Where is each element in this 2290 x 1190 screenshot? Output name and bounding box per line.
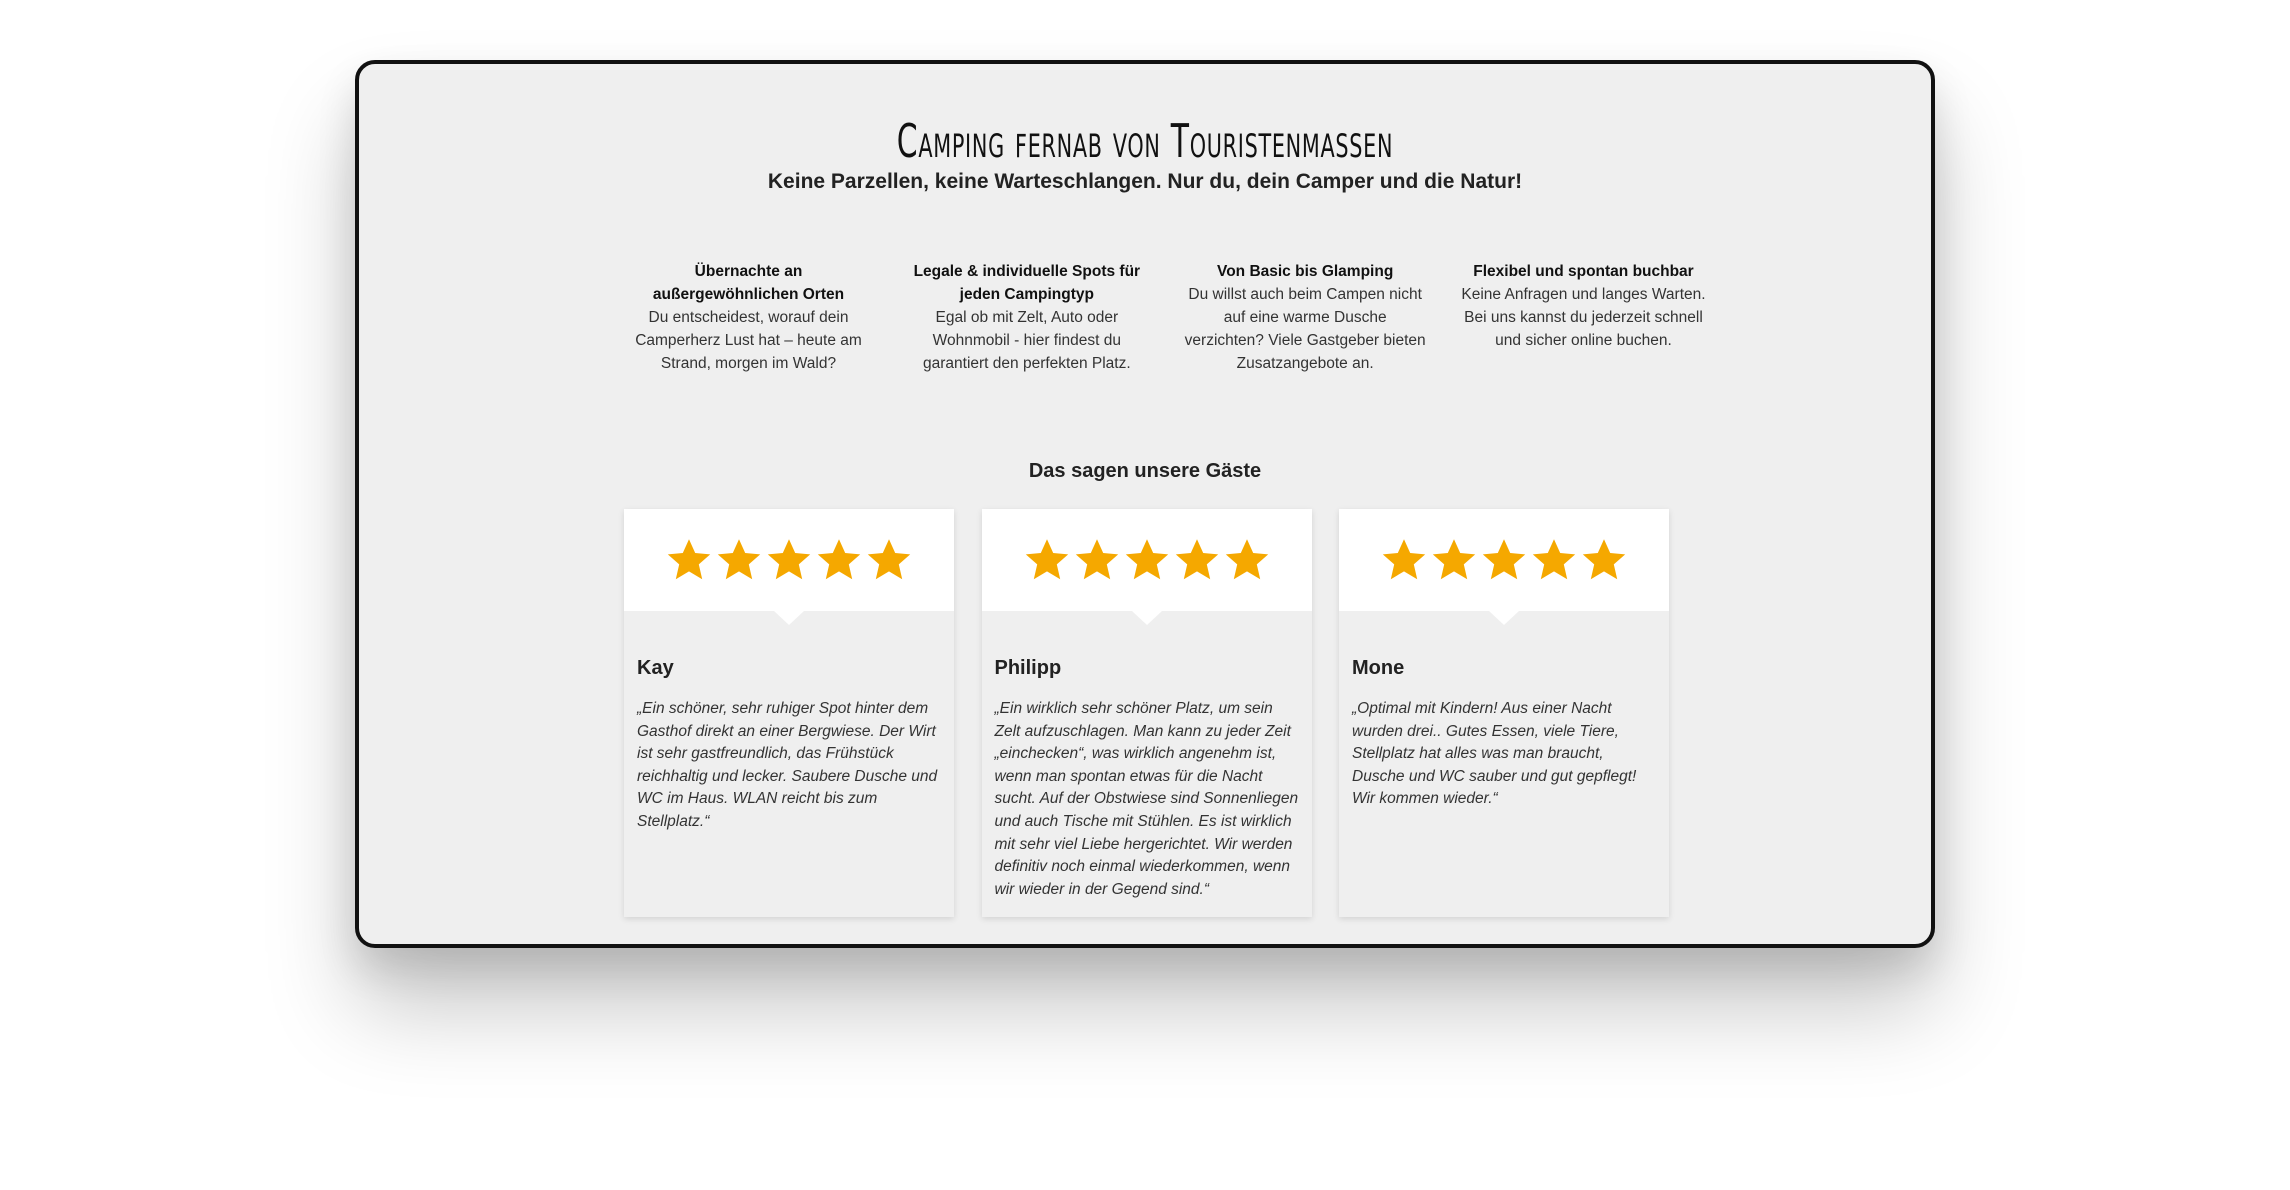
review-card: [1339, 509, 1669, 917]
page-title: Camping fernab von Touristenmassen: [896, 114, 1394, 168]
star-rating: [624, 509, 954, 611]
feature-text: Du entscheidest, worauf dein Camperherz Lust hat – heute am Strand, morgen im Wald?: [635, 309, 862, 372]
star-icon: [1530, 536, 1578, 584]
star-icon: [1580, 536, 1628, 584]
reviewer-name: Philipp: [994, 657, 1062, 679]
star-icon: [865, 536, 913, 584]
review-card: [982, 509, 1312, 917]
review-text: „Ein wirklich sehr schöner Platz, um sein Zelt aufzuschlagen. Man kann zu jeder Zeit „einchecken“, was wirklich angenehm ist, wenn man spontan etwas für die Nacht sucht. Auf der Obstwiese sind Sonnenliegen und auch Tische mit Stühlen. Es ist wirklich mit sehr viel Liebe hergerichtet. Wir werden definitiv noch einmal wiederkommen, wenn wir wieder in der Gegend sind.“: [994, 700, 1299, 898]
feature-title: Übernachte an außergewöhnlichen Orten: [652, 263, 845, 303]
review-card: [624, 509, 954, 917]
feature-title: Von Basic bis Glamping: [1217, 263, 1394, 280]
browser-frame: [355, 60, 1935, 948]
star-icon: [1480, 536, 1528, 584]
star-icon: [1073, 536, 1121, 584]
star-icon: [715, 536, 763, 584]
feature-text: Keine Anfragen und langes Warten. Bei uns kannst du jederzeit schnell und sicher online buchen.: [1461, 286, 1706, 349]
star-icon: [1173, 536, 1221, 584]
reviewer-name: Mone: [1352, 657, 1405, 679]
star-icon: [815, 536, 863, 584]
star-icon: [765, 536, 813, 584]
feature-title: Legale & individuelle Spots für jeden Campingtyp: [913, 263, 1141, 303]
feature-text: Egal ob mit Zelt, Auto oder Wohnmobil - hier findest du garantiert den perfekten Platz.: [923, 309, 1131, 372]
feature-item: [904, 260, 1149, 375]
review-text: „Ein schöner, sehr ruhiger Spot hinter dem Gasthof direkt an einer Bergwiese. Der Wirt ist sehr gastfreundlich, das Frühstück reichhaltig und lecker. Saubere Dusche und WC im Haus. WLAN reicht bis zum Stellplatz.“: [637, 700, 938, 830]
star-icon: [665, 536, 713, 584]
reviews-title: Das sagen unsere Gäste: [1028, 460, 1262, 482]
feature-text: Du willst auch beim Campen nicht auf eine warme Dusche verzichten? Viele Gastgeber bieten Zusatzangebote an.: [1184, 286, 1426, 372]
feature-item: [1461, 260, 1706, 375]
star-rating: [982, 509, 1312, 611]
feature-list: [626, 260, 1706, 375]
review-text: „Optimal mit Kindern! Aus einer Nacht wurden drei.. Gutes Essen, viele Tiere, Stellplatz hat alles was man braucht, Dusche und WC sauber und gut gepflegt! Wir kommen wieder.“: [1352, 700, 1637, 808]
feature-item: [626, 260, 871, 375]
star-icon: [1123, 536, 1171, 584]
review-list: [624, 509, 1669, 917]
star-rating: [1339, 509, 1669, 611]
feature-title: Flexibel und spontan buchbar: [1473, 263, 1694, 280]
star-icon: [1223, 536, 1271, 584]
reviewer-name: Kay: [637, 657, 674, 679]
page-subtitle: Keine Parzellen, keine Warteschlangen. Nur du, dein Camper und die Natur!: [767, 170, 1523, 193]
star-icon: [1023, 536, 1071, 584]
feature-item: [1183, 260, 1428, 375]
star-icon: [1430, 536, 1478, 584]
star-icon: [1380, 536, 1428, 584]
